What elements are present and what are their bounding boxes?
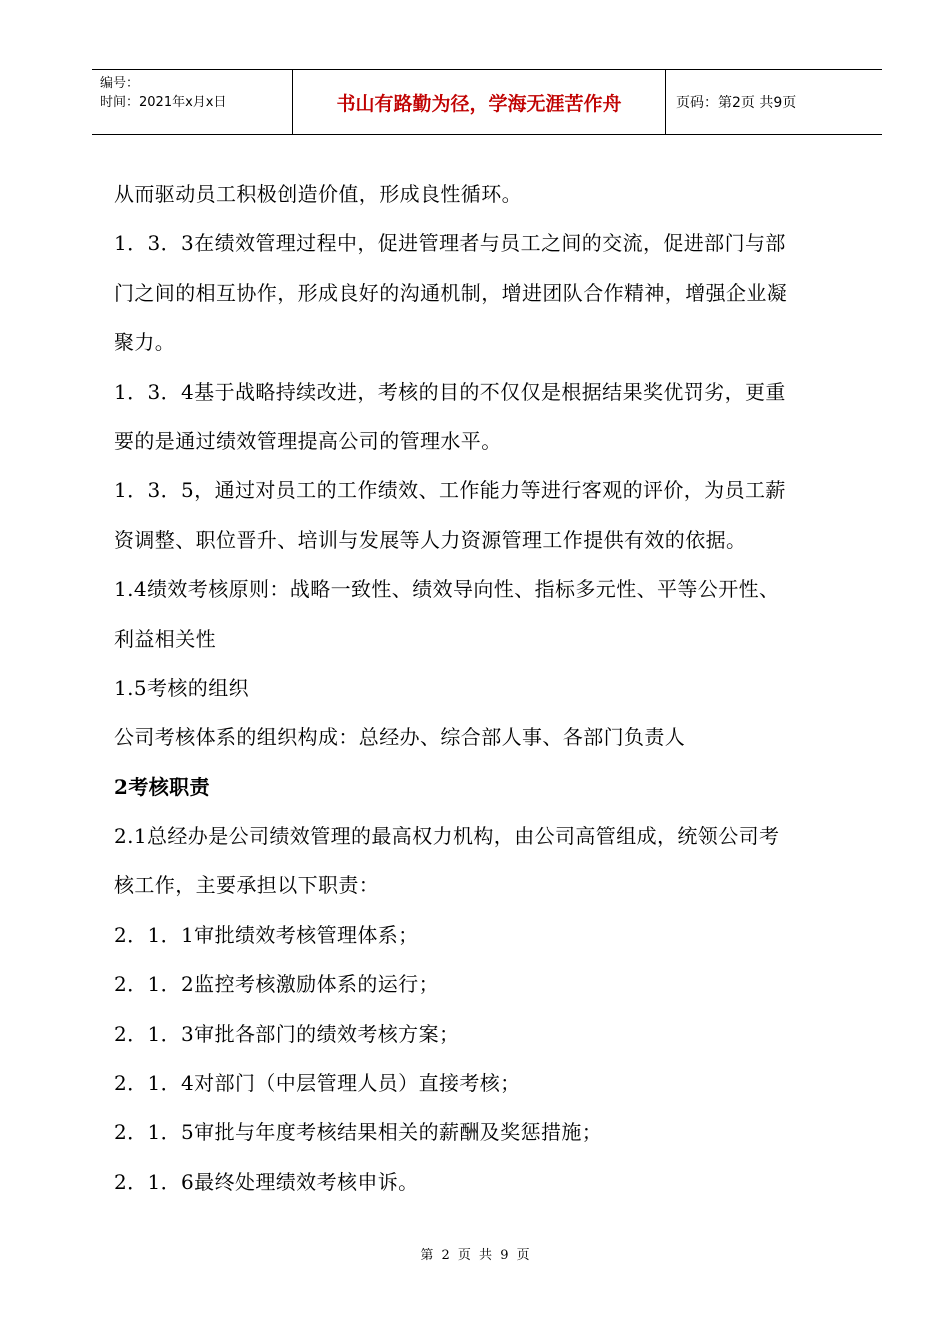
number-label: 编号：	[100, 76, 140, 91]
body-line: 2．1．5审批与年度考核结果相关的薪酬及奖惩措施；	[114, 1120, 603, 1145]
document-body	[114, 170, 864, 1207]
body-line: 资调整、职位晋升、培训与发展等人力资源管理工作提供有效的依据。	[114, 527, 747, 552]
body-line: 2．1．6最终处理绩效考核申诉。	[114, 1169, 419, 1194]
header-page-label: 页码：第2页 共9页	[676, 95, 797, 111]
section-heading: 2考核职责	[114, 774, 210, 799]
body-line: 2．1．3审批各部门的绩效考核方案；	[114, 1021, 460, 1046]
body-line: 2．1．2监控考核激励体系的运行；	[114, 972, 439, 997]
page-header	[92, 69, 882, 135]
body-line: 聚力。	[114, 330, 176, 355]
body-line: 要的是通过绩效管理提高公司的管理水平。	[114, 428, 502, 453]
body-line: 1.4绩效考核原则：战略一致性、绩效导向性、指标多元性、平等公开性、	[114, 577, 780, 602]
body-line: 从而驱动员工积极创造价值，形成良性循环。	[114, 182, 522, 206]
body-line: 1．3．4基于战略持续改进，考核的目的不仅仅是根据结果奖优罚劣，更重	[114, 379, 786, 404]
body-line: 核工作，主要承担以下职责：	[114, 873, 380, 898]
body-line: 利益相关性	[114, 626, 216, 651]
header-meta-cell	[92, 70, 293, 134]
body-line: 2.1总经办是公司绩效管理的最高权力机构，由公司高管组成，统领公司考	[114, 824, 780, 849]
page-footer: 第 2 页 共 9 页	[420, 1248, 530, 1263]
header-motto: 书山有路勤为径，学海无涯苦作舟	[293, 70, 666, 134]
body-line: 公司考核体系的组织构成：总经办、综合部人事、各部门负责人	[114, 725, 686, 750]
body-line: 1.5考核的组织	[114, 675, 250, 700]
body-line: 1．3．3在绩效管理过程中，促进管理者与员工之间的交流，促进部门与部	[114, 231, 786, 256]
body-line: 门之间的相互协作，形成良好的沟通机制，增进团队合作精神，增强企业凝	[114, 280, 788, 305]
body-line: 1．3．5，通过对员工的工作绩效、工作能力等进行客观的评价，为员工薪	[114, 478, 786, 503]
body-line: 2．1．1审批绩效考核管理体系；	[114, 922, 419, 947]
body-line: 2．1．4对部门（中层管理人员）直接考核；	[114, 1071, 521, 1096]
time-label: 时间：2021年x月x日	[100, 95, 227, 110]
